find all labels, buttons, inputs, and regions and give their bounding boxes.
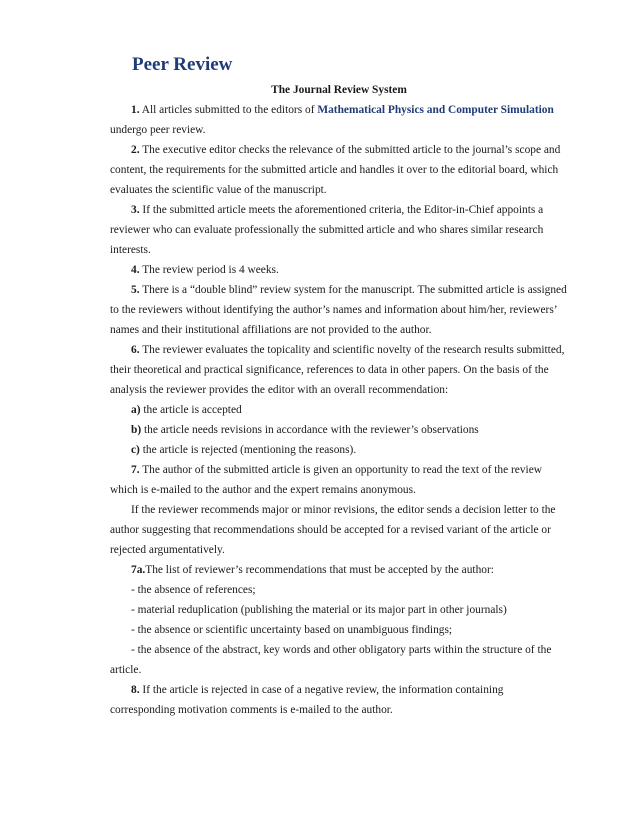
option-item-a [110,400,568,420]
paragraph-text: The author of the submitted article is given an opportunity to read the text of the review which is e-mailed to the author and the expert remains anonymous. [110,464,543,496]
paragraph-5 [110,280,568,340]
document-page [110,52,568,720]
paragraph-7a [110,560,568,580]
option-text: the article needs revisions in accordance with the reviewer’s observations [141,424,479,436]
recommendation-item: - the absence or scientific uncertainty based on unambiguous findings; [131,624,453,636]
item-number: 6. [131,344,140,356]
item-number: 8. [131,684,140,696]
paragraph-text: The review period is 4 weeks. [139,264,279,276]
paragraph-4 [110,260,568,280]
recommendation-item: - the absence of the abstract, key words and other obligatory parts within the structure of the article. [110,644,552,676]
paragraph-text: undergo peer review. [110,124,206,136]
paragraph-text: If the submitted article meets the aforementioned criteria, the Editor-in-Chief appoints a reviewer who can evaluate professionally the submitted article and who shares similar research interests. [110,204,544,256]
paragraph-7 [110,460,568,500]
item-number: 4. [131,264,140,276]
item-number: 3. [131,204,140,216]
option-letter: c) [131,444,140,456]
option-text: the article is accepted [140,404,242,416]
paragraph-1 [110,100,568,140]
paragraph-6 [110,340,568,400]
paragraph-2 [110,140,568,200]
paragraph-text: The executive editor checks the relevance of the submitted article to the journal’s scope and content, the requirements for the submitted article and handles it over to the editorial board, which evaluates the scientific value of the manuscript. [110,144,561,196]
item-number: 5. [131,284,140,296]
option-item-c [110,440,568,460]
option-text: the article is rejected (mentioning the reasons). [139,444,357,456]
option-item-b [110,420,568,440]
option-letter: b) [131,424,142,436]
item-number: 1. [131,104,140,116]
paragraph-text: The reviewer evaluates the topicality and scientific novelty of the research results submitted, their theoretical and practical significance, references to data in other papers. On the basis of the analysis the reviewer provides the editor with an overall recommendation: [110,344,565,396]
paragraph-8 [110,680,568,720]
paragraph-3 [110,200,568,260]
item-number: 2. [131,144,140,156]
section-subtitle: The Journal Review System [271,84,407,96]
recommendation-item: - material reduplication (publishing the material or its major part in other journals) [131,604,507,616]
option-letter: a) [131,404,141,416]
paragraph-7-continuation: If the reviewer recommends major or minor revisions, the editor sends a decision letter to the author suggesting that recommendations should be accepted for a revised variant of the article or rejected argumentatively. [110,504,556,556]
paragraph-text: If the article is rejected in case of a negative review, the information containing corresponding motivation comments is e-mailed to the author. [110,684,504,716]
item-number: 7. [131,464,140,476]
page-title: Peer Review [132,54,233,75]
item-number: 7a. [131,564,146,576]
recommendation-item: - the absence of references; [131,584,256,596]
journal-name: Mathematical Physics and Computer Simulation [317,104,554,116]
paragraph-text: All articles submitted to the editors of [139,104,318,116]
paragraph-text: The list of reviewer’s recommendations that must be accepted by the author: [145,564,494,576]
paragraph-text: There is a “double blind” review system for the manuscript. The submitted article is assigned to the reviewers without identifying the author’s names and information about him/her, reviewers’ names and their institutional affiliations are not provided to the author. [110,284,567,336]
